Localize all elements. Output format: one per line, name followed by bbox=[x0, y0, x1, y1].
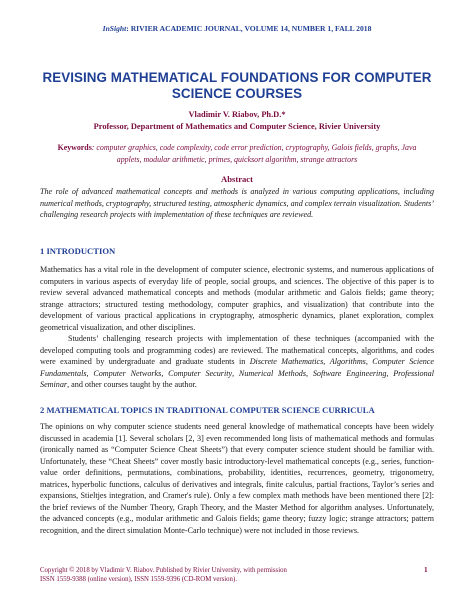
section-1-heading: 1 INTRODUCTION bbox=[40, 246, 116, 256]
abstract-text: The role of advanced mathematical concepts and methods is analyzed in various computing applications, including numerical methods, cryptography, structured testing, atmospheric dynamics, and complex terrain visualization. Students’ challenging research projects with implementation of these techniques are reviewed. bbox=[40, 187, 434, 220]
keywords bbox=[50, 142, 424, 165]
separator: , bbox=[306, 368, 313, 378]
paper-title: REVISING MATHEMATICAL FOUNDATIONS FOR COMPUTER SCIENCE COURSES bbox=[42, 70, 432, 101]
course-cs-fundamentals: Computer Science Fundamentals bbox=[40, 357, 435, 378]
section-2-body bbox=[40, 421, 434, 536]
section-1-body bbox=[40, 264, 434, 391]
journal-name-insight: InSight bbox=[102, 24, 127, 33]
p2-text-end: , and other courses taught by the author. bbox=[67, 380, 197, 389]
keywords-text: : computer graphics, code complexity, code error prediction, cryptography, Galois fields, graphs, Java applets, modular arithmetic, primes, quicksort algorithm, strange attractors bbox=[91, 143, 417, 164]
section-1-paragraph-1: Mathematics has a vital role in the development of computer science, electronic systems, and numerous applications of computers in various aspects of everyday life of people, social groups, and sciences. The objective of this paper is to review several advanced mathematical concepts and methods (modular arithmetic and Galois fields; game theory; strange attractors; structured testing methodology, computer graphics, and visualization) that contribute into the development of various practical applications in cryptography, atmospheric dynamics, planet exploration, complex geometrical visualization, and other disciplines. bbox=[40, 265, 434, 332]
course-professional-seminar: Professional Seminar bbox=[40, 368, 434, 389]
separator: , bbox=[365, 357, 373, 366]
separator: , bbox=[161, 368, 169, 378]
course-discrete-math: Discrete Mathematics bbox=[249, 357, 324, 366]
p2-text-a: Students’ challenging research projects with implementation of these techniques (accompanied with the developed computing tools and programming codes) are reviewed. The mathematical concepts, algorithms, and codes were examined by undergraduate and graduate students in bbox=[40, 334, 434, 366]
section-1-paragraph-2 bbox=[40, 333, 434, 391]
course-computer-security: Computer Security bbox=[168, 368, 233, 378]
author-name: Vladimir V. Riabov, Ph.D.* bbox=[188, 110, 286, 119]
separator: , bbox=[323, 357, 330, 366]
issn-line: ISSN 1559-9388 (online version), ISSN 1559-9396 (CD-ROM version). bbox=[40, 576, 237, 584]
separator: , bbox=[86, 368, 94, 378]
separator: , bbox=[386, 368, 394, 378]
author-affiliation: Professor, Department of Mathematics and Computer Science, Rivier University bbox=[93, 122, 381, 131]
journal-issue-info: : RIVIER ACADEMIC JOURNAL, VOLUME 14, NUMBER 1, FALL 2018 bbox=[126, 24, 372, 33]
section-2-paragraph-1: The opinions on why computer science students need general knowledge of mathematical concepts have been widely discussed in academia [1]. Several scholars [2, 3] even recommended long lists of mathematical methods and formulas (ironically named as “Computer Science Cheat Sheets”) that every computer science student should be familiar with. Unfortunately, these “Cheat Sheets” cover mostly basic introductory-level mathematical concepts (e.g., series, function-value order definitions, permutations, combinations, probability, identities, recurrences, geometry, trigonometry, matrices, hyperbolic functions, calculus of derivatives and integrals, finite calculus, partial fractions, Taylor’s series and expansions, Stieltjes integration, and Cramer's rule). Only a few complex math methods have been mentioned there [2]: the brief reviews of the Number Theory, Graph Theory, and the Master Method for algorithm analyses. Unfortunately, the advanced concepts (e.g., modular arithmetic and Galois fields; game theory; fuzzy logic; strange attractors; pattern recognition, and the direct simulation Monte-Carlo technique) were not included in those reviews. bbox=[40, 422, 434, 535]
keywords-label: Keywords bbox=[57, 143, 92, 152]
abstract-heading: Abstract bbox=[221, 174, 253, 184]
copyright-line: Copyright © 2018 by Vladimir V. Riabov. Published by Rivier University, with permission bbox=[40, 567, 287, 574]
course-algorithms: Algorithms bbox=[329, 357, 366, 366]
course-numerical-methods: Numerical Methods bbox=[238, 368, 306, 378]
course-software-engineering: Software Engineering bbox=[312, 368, 387, 378]
section-2-heading: 2 MATHEMATICAL TOPICS IN TRADITIONAL COMPUTER SCIENCE CURRICULA bbox=[40, 405, 375, 415]
page-footer bbox=[40, 566, 434, 584]
separator: , bbox=[232, 368, 239, 378]
course-computer-networks: Computer Networks bbox=[93, 368, 162, 378]
journal-header bbox=[0, 24, 474, 33]
page-number: 1 bbox=[424, 566, 428, 574]
